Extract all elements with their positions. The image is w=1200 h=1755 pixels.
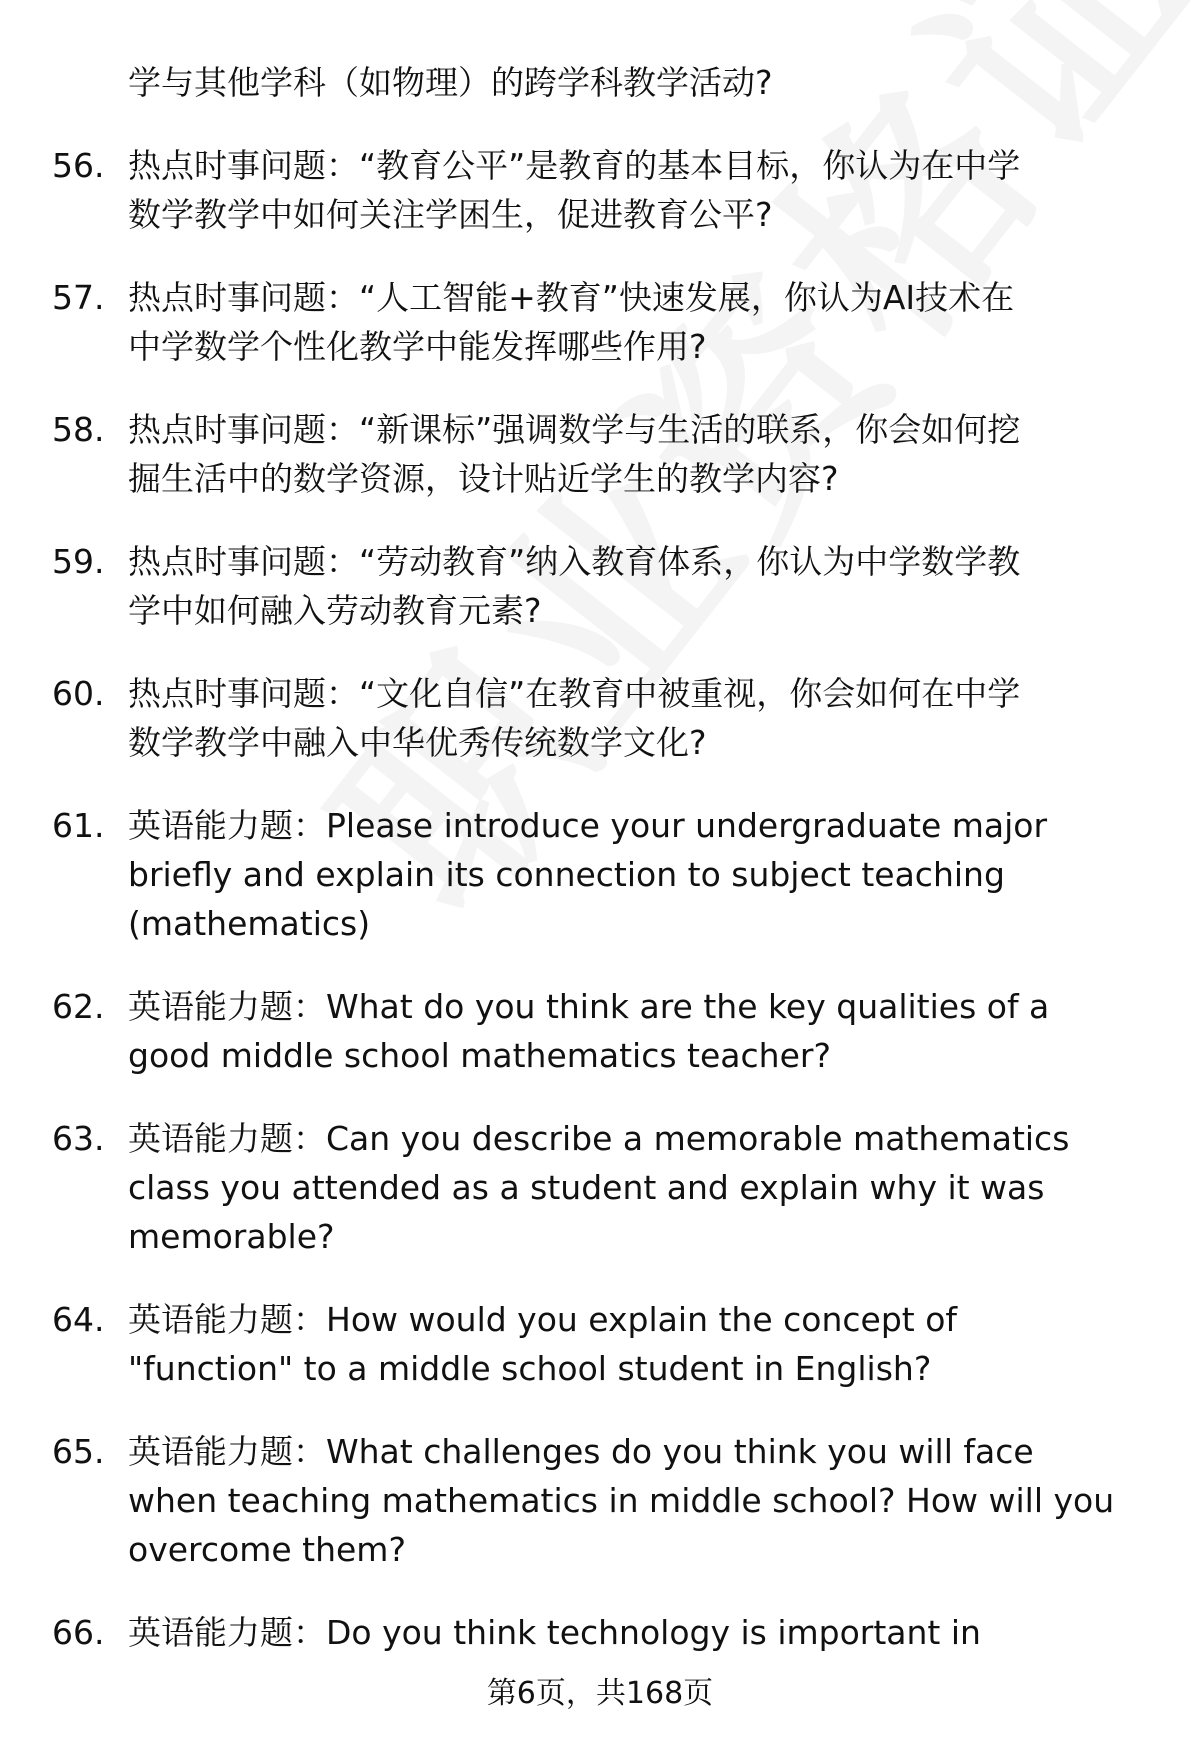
question-text-line: 热点时事问题：“人工智能+教育”快速发展，你认为AI技术在 bbox=[128, 278, 1015, 317]
question-text-line: 英语能力题：Do you think technology is important in bbox=[128, 1613, 981, 1652]
question-item bbox=[0, 1608, 1200, 1657]
question-item bbox=[0, 141, 1200, 239]
question-text-line: 英语能力题：Can you describe a memorable mathematics bbox=[128, 1119, 1070, 1158]
question-text-line: 掘生活中的数学资源，设计贴近学生的教学内容? bbox=[128, 459, 839, 498]
question-item bbox=[0, 1114, 1200, 1261]
question-list bbox=[0, 58, 1200, 1691]
question-item bbox=[0, 1295, 1200, 1393]
questions-container bbox=[0, 141, 1200, 1657]
page-number: 第6页，共168页 bbox=[486, 1676, 714, 1711]
question-number: 58. bbox=[52, 410, 105, 449]
continuation-line: 学与其他学科（如物理）的跨学科教学活动? bbox=[128, 63, 773, 102]
question-text bbox=[128, 1295, 1178, 1393]
question-text bbox=[128, 1427, 1178, 1574]
question-text-line: 数学教学中融入中华优秀传统数学文化? bbox=[128, 723, 707, 762]
question-text-line: (mathematics) bbox=[128, 904, 371, 943]
question-text-line: 中学数学个性化教学中能发挥哪些作用? bbox=[128, 327, 707, 366]
question-text bbox=[128, 537, 1178, 635]
question-text bbox=[128, 141, 1178, 239]
question-number: 60. bbox=[52, 674, 105, 713]
question-text-line: when teaching mathematics in middle school? How will you bbox=[128, 1481, 1115, 1520]
question-number: 61. bbox=[52, 806, 105, 845]
question-text bbox=[128, 405, 1178, 503]
question-text-line: briefly and explain its connection to subject teaching bbox=[128, 855, 1005, 894]
question-number: 63. bbox=[52, 1119, 105, 1158]
question-text bbox=[128, 1114, 1178, 1261]
question-text-line: 热点时事问题：“教育公平”是教育的基本目标，你认为在中学 bbox=[128, 146, 1021, 185]
question-text-line: "function" to a middle school student in English? bbox=[128, 1349, 932, 1388]
question-number: 62. bbox=[52, 987, 105, 1026]
question-text bbox=[128, 669, 1178, 767]
question-item bbox=[0, 801, 1200, 948]
question-text-line: 英语能力题：What challenges do you think you will face bbox=[128, 1432, 1034, 1471]
question-number: 57. bbox=[52, 278, 105, 317]
question-text-line: 学中如何融入劳动教育元素? bbox=[128, 591, 542, 630]
question-number: 59. bbox=[52, 542, 105, 581]
question-item bbox=[0, 405, 1200, 503]
question-item bbox=[0, 537, 1200, 635]
question-text bbox=[128, 1608, 1178, 1657]
question-text-line: 热点时事问题：“文化自信”在教育中被重视，你会如何在中学 bbox=[128, 674, 1021, 713]
question-text bbox=[128, 801, 1178, 948]
question-text-line: 数学教学中如何关注学困生，促进教育公平? bbox=[128, 195, 773, 234]
question-item bbox=[0, 982, 1200, 1080]
question-text-line: good middle school mathematics teacher? bbox=[128, 1036, 831, 1075]
question-text-line: overcome them? bbox=[128, 1530, 406, 1569]
question-text-line: 热点时事问题：“新课标”强调数学与生活的联系，你会如何挖 bbox=[128, 410, 1021, 449]
question-text-line: 英语能力题：What do you think are the key qualities of a bbox=[128, 987, 1050, 1026]
question-text-line: 热点时事问题：“劳动教育”纳入教育体系，你认为中学数学教 bbox=[128, 542, 1021, 581]
question-text-line: memorable? bbox=[128, 1217, 335, 1256]
question-text-line: class you attended as a student and explain why it was bbox=[128, 1168, 1045, 1207]
question-text bbox=[128, 982, 1178, 1080]
question-number: 65. bbox=[52, 1432, 105, 1471]
question-number: 66. bbox=[52, 1613, 105, 1652]
question-item bbox=[0, 273, 1200, 371]
question-number: 64. bbox=[52, 1300, 105, 1339]
question-item bbox=[0, 1427, 1200, 1574]
question-text-line: 英语能力题：How would you explain the concept of bbox=[128, 1300, 957, 1339]
question-number: 56. bbox=[52, 146, 105, 185]
question-text bbox=[128, 273, 1178, 371]
question-text-line: 英语能力题：Please introduce your undergraduate major bbox=[128, 806, 1048, 845]
question-item bbox=[0, 669, 1200, 767]
